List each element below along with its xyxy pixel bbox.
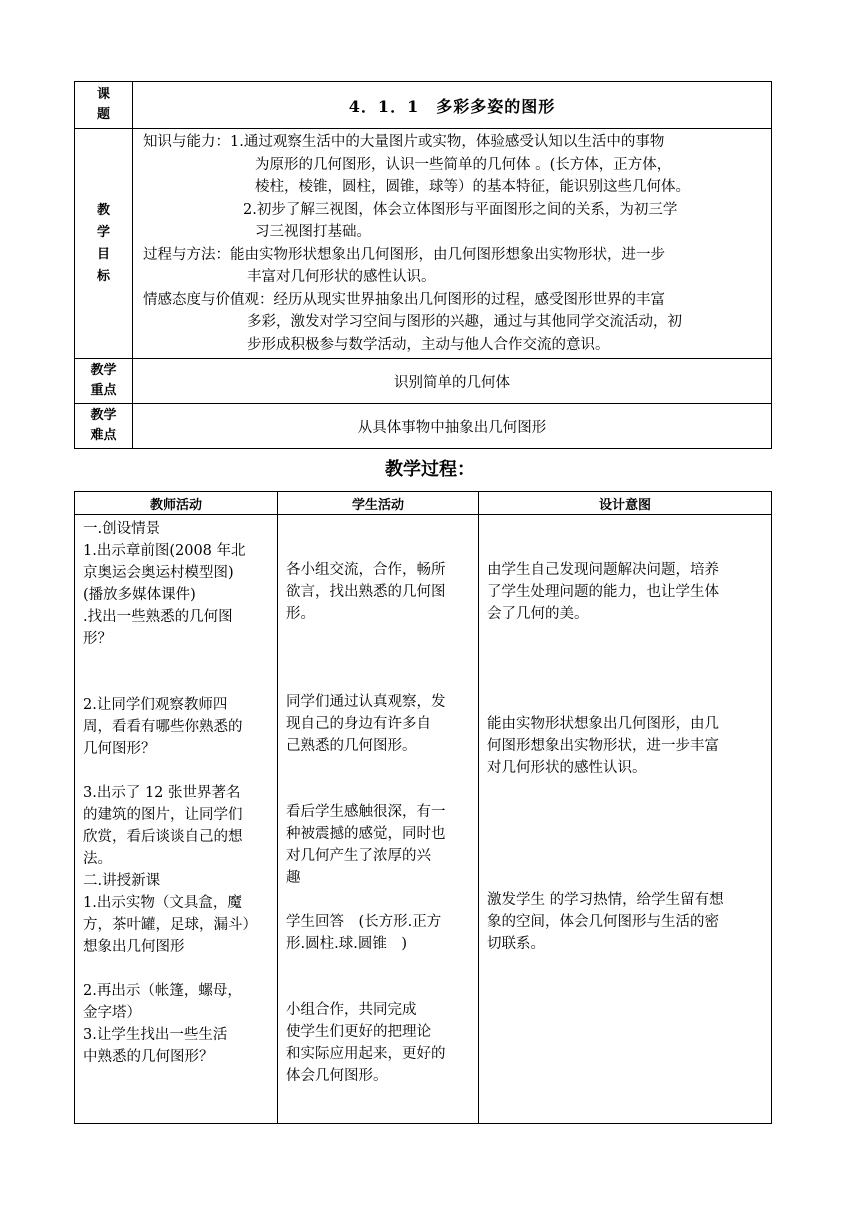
key-point-label-line: 教学 — [90, 363, 117, 378]
text-line: 各小组交流，合作，畅所 — [286, 562, 446, 578]
text-line: 形？ — [83, 631, 112, 647]
text-line: 3.出示了 12 张世界著名 — [83, 785, 241, 801]
goal-line: 过程与方法：能由实物形状想象出几何图形，由几何图形想象出实物形状，进一步 — [143, 246, 665, 263]
text-line: 周，看看有哪些你熟悉的 — [83, 719, 243, 735]
text-line: 想象出几何图形 — [83, 939, 185, 955]
text-line: 2.再出示（帐篷，螺母， — [83, 983, 242, 999]
text-line: 形.圆柱.球.圆锥 ) — [286, 936, 407, 952]
goal-line: 习三视图打基础。 — [255, 224, 371, 240]
text-line: 了学生处理问题的能力，也让学生体 — [487, 584, 719, 600]
text-line: 象的空间，体会几何图形与生活的密 — [487, 914, 719, 930]
difficulty: 从具体事物中抽象出几何图形 — [133, 404, 772, 449]
text-line: 一.创设情景 — [83, 521, 161, 537]
text-line: 己熟悉的几何图形。 — [286, 738, 417, 754]
lesson-label: 课 题 — [75, 82, 133, 129]
text-line: 学生回答 (长方形.正方 — [286, 914, 442, 930]
teaching-goals — [133, 129, 772, 359]
goal-line: 多彩，激发对学习空间与图形的兴趣，通过与其他同学交流活动，初 — [247, 314, 682, 330]
goal-line: 步形成积极参与数学活动，主动与他人合作交流的意识。 — [247, 336, 610, 353]
goal-line: 棱柱，棱锥，圆柱，圆锥，球等）的基本特征，能识别这些几何体。 — [255, 179, 690, 195]
col-header-teacher: 教师活动 — [75, 492, 278, 515]
goal-line: 2.初步了解三视图，体会立体图形与平面图形之间的关系，为初三学 — [243, 201, 678, 218]
teacher-activity — [75, 515, 278, 1124]
text-line: 的建筑的图片，让同学们 — [83, 807, 243, 823]
text-line: 1.出示章前图(2008 年北 — [83, 543, 246, 559]
text-line: (播放多媒体课件) — [83, 587, 196, 603]
text-line: 对几何形状的感性认识。 — [487, 760, 647, 776]
text-line: 同学们通过认真观察，发 — [286, 694, 446, 710]
text-line: 切联系。 — [487, 936, 545, 952]
goal-line: 知识与能力：1.通过观察生活中的大量图片或实物，体验感受认知以生活中的事物 — [143, 134, 665, 150]
lesson-title: 4．1．1 多彩多姿的图形 — [133, 82, 772, 129]
text-line: 形。 — [286, 606, 315, 622]
lesson-info-table — [74, 81, 772, 449]
design-intent — [479, 515, 772, 1124]
col-header-intent: 设计意图 — [479, 492, 772, 515]
text-line: .找出一些熟悉的几何图 — [83, 609, 233, 625]
text-line: 能由实物形状想象出几何图形，由几 — [487, 716, 719, 732]
goal-line: 为原形的几何图形，认识一些简单的几何体 。(长方体，正方体， — [255, 156, 672, 173]
text-line: 和实际应用起来，更好的 — [286, 1046, 446, 1062]
text-line: 看后学生感触很深，有一 — [286, 804, 446, 820]
text-line: 由学生自己发现问题解决问题，培养 — [487, 562, 719, 578]
key-point: 识别简单的几何体 — [133, 359, 772, 404]
key-point-label-line: 重点 — [90, 383, 117, 398]
student-activity — [278, 515, 479, 1124]
text-line: 京奥运会奥运村模型图) — [83, 565, 234, 581]
goals-label: 教 学 目 标 — [75, 129, 133, 359]
text-line: 金字塔） — [83, 1005, 141, 1021]
key-point-label — [75, 359, 133, 404]
text-line: 激发学生 的学习热情，给学生留有想 — [487, 892, 724, 908]
process-title: 教学过程： — [385, 459, 475, 480]
process-table — [74, 491, 772, 1124]
difficulty-label-line: 难点 — [90, 428, 117, 443]
col-header-student: 学生活动 — [278, 492, 479, 515]
text-line: 法。 — [83, 851, 112, 867]
text-line: 欣赏，看后谈谈自己的想 — [83, 829, 243, 845]
goal-line: 情感态度与价值观：经历从现实世界抽象出几何图形的过程，感受图形世界的丰富 — [143, 291, 665, 308]
text-line: 种被震撼的感觉，同时也 — [286, 826, 446, 842]
text-line: 1.出示实物（文具盒，魔 — [83, 895, 242, 911]
text-line: 趣 — [286, 870, 301, 886]
text-line: 小组合作，共同完成 — [286, 1002, 417, 1018]
text-line: 会了几何的美。 — [487, 606, 589, 622]
text-line: 体会几何图形。 — [286, 1068, 388, 1084]
text-line: 现自己的身边有许多自 — [286, 716, 431, 732]
text-line: 欲言，找出熟悉的几何图 — [286, 584, 446, 600]
text-line: 使学生们更好的把理论 — [286, 1024, 431, 1040]
difficulty-label — [75, 404, 133, 449]
goal-line: 丰富对几何形状的感性认识。 — [247, 269, 436, 285]
text-line: 中熟悉的几何图形？ — [83, 1049, 214, 1065]
text-line: 对几何产生了浓厚的兴 — [286, 848, 431, 864]
difficulty-label-line: 教学 — [90, 408, 117, 423]
text-line: 何图形想象出实物形状，进一步丰富 — [487, 738, 719, 754]
text-line: 3.让学生找出一些生活 — [83, 1027, 228, 1043]
text-line: 二.讲授新课 — [83, 873, 161, 889]
text-line: 2.让同学们观察教师四 — [83, 697, 228, 713]
text-line: 几何图形？ — [83, 741, 156, 757]
text-line: 方，茶叶罐，足球，漏斗） — [83, 917, 257, 933]
